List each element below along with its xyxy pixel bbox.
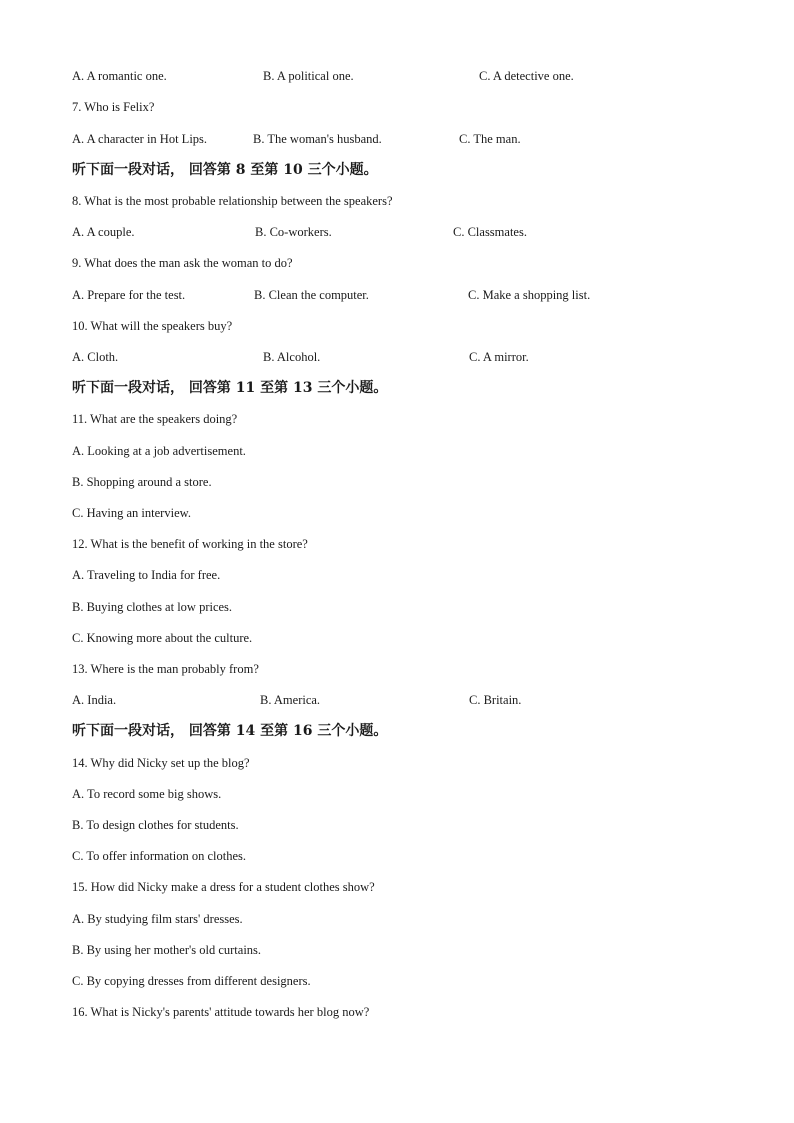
q13-option-c: C. Britain. [469, 693, 522, 707]
q12-question: 12. What is the benefit of working in the store? [72, 537, 308, 551]
q10-option-c: C. A mirror. [469, 350, 529, 364]
q14-question: 14. Why did Nicky set up the blog? [72, 756, 250, 770]
q15-option-c: C. By copying dresses from different designers. [72, 974, 311, 988]
section-heading-11-13: 听下面一段对话， 回答第 11 至第 13 三个小题。 [72, 380, 388, 396]
q8-option-b: B. Co-workers. [255, 225, 332, 239]
q6-option-a: A. A romantic one. [72, 69, 167, 83]
q16-question: 16. What is Nicky's parents' attitude towards her blog now? [72, 1005, 370, 1019]
q14-option-c: C. To offer information on clothes. [72, 849, 246, 863]
q13-options [0, 692, 794, 708]
q13-option-b: B. America. [260, 693, 321, 707]
q8-option-a: A. A couple. [72, 225, 135, 239]
q12-option-c: C. Knowing more about the culture. [72, 631, 253, 645]
q9-option-a: A. Prepare for the test. [72, 288, 186, 302]
q11-option-a: A. Looking at a job advertisement. [72, 444, 246, 458]
q8-question: 8. What is the most probable relationship between the speakers? [72, 194, 393, 208]
q13-option-a: A. India. [72, 693, 117, 707]
q13-question: 13. Where is the man probably from? [72, 662, 259, 676]
q15-option-a: A. By studying film stars' dresses. [72, 912, 243, 926]
q8-options [0, 224, 794, 240]
q14-option-a: A. To record some big shows. [72, 787, 222, 801]
q15-option-b: B. By using her mother's old curtains. [72, 943, 262, 957]
q10-option-b: B. Alcohol. [263, 350, 321, 364]
q9-question: 9. What does the man ask the woman to do? [72, 256, 293, 270]
q7-question: 7. Who is Felix? [72, 100, 155, 114]
q10-question: 10. What will the speakers buy? [72, 319, 233, 333]
q7-options [0, 131, 794, 147]
q12-option-a: A. Traveling to India for free. [72, 568, 221, 582]
q11-question: 11. What are the speakers doing? [72, 412, 238, 426]
q6-option-b: B. A political one. [263, 69, 354, 83]
q14-option-b: B. To design clothes for students. [72, 818, 239, 832]
q9-options [0, 287, 794, 303]
q15-question: 15. How did Nicky make a dress for a student clothes show? [72, 880, 375, 894]
q10-option-a: A. Cloth. [72, 350, 119, 364]
q6-options [0, 68, 794, 84]
q7-option-a: A. A character in Hot Lips. [72, 132, 208, 146]
q9-option-b: B. Clean the computer. [254, 288, 369, 302]
q7-option-b: B. The woman's husband. [253, 132, 382, 146]
q7-option-c: C. The man. [459, 132, 521, 146]
q11-option-c: C. Having an interview. [72, 506, 191, 520]
section-heading-8-10: 听下面一段对话， 回答第 8 至第 10 三个小题。 [72, 162, 378, 178]
q11-option-b: B. Shopping around a store. [72, 475, 212, 489]
q9-option-c: C. Make a shopping list. [468, 288, 591, 302]
q6-option-c: C. A detective one. [479, 69, 574, 83]
q8-option-c: C. Classmates. [453, 225, 527, 239]
section-heading-14-16: 听下面一段对话， 回答第 14 至第 16 三个小题。 [72, 723, 388, 739]
q10-options [0, 349, 794, 365]
q12-option-b: B. Buying clothes at low prices. [72, 600, 233, 614]
